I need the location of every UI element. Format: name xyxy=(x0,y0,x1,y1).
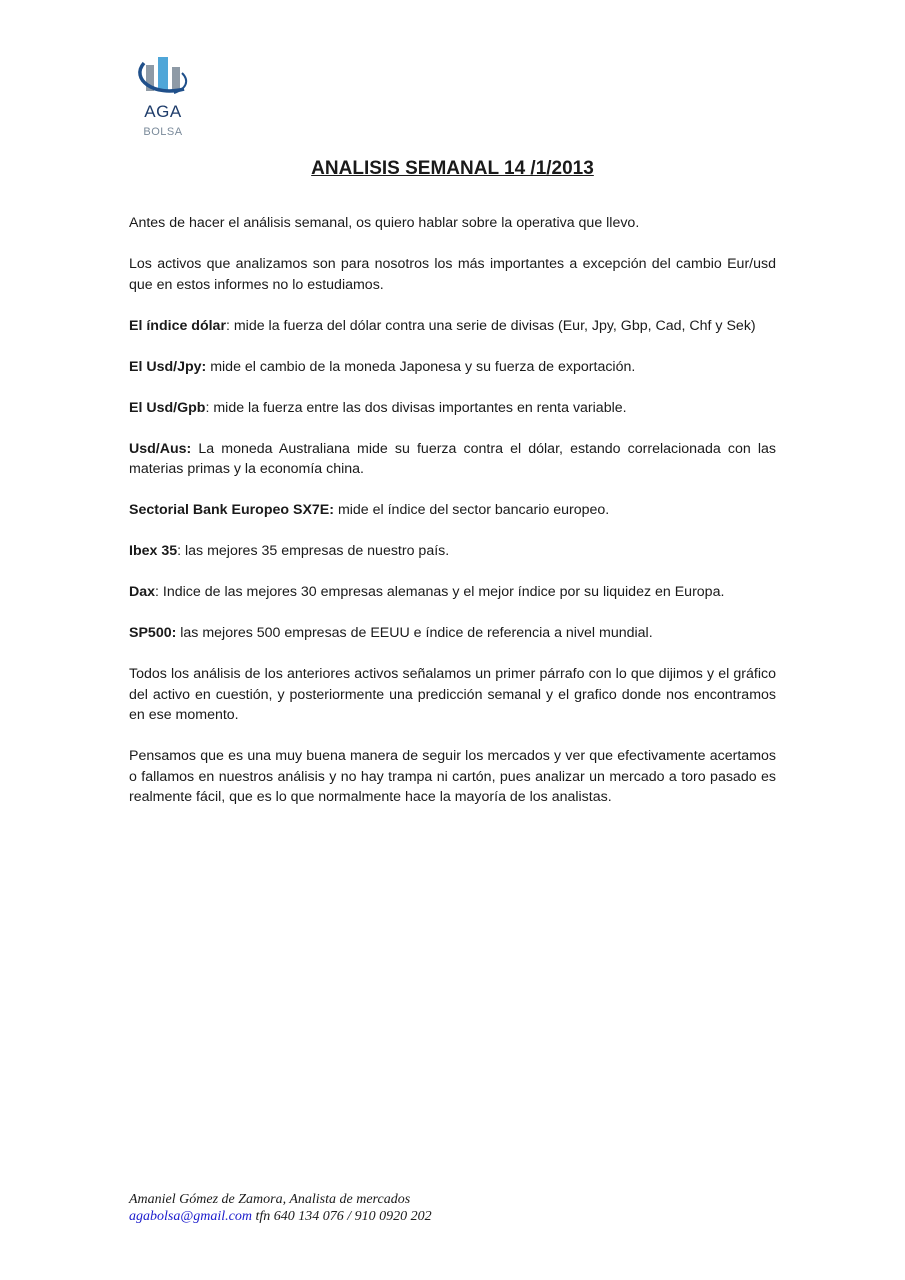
paragraph-text: mide el cambio de la moneda Japonesa y su fuerza de exportación. xyxy=(206,358,636,375)
paragraph xyxy=(129,439,776,480)
paragraph-text: mide el índice del sector bancario europeo. xyxy=(334,502,610,518)
paragraph-text: La moneda Australiana mide su fuerza contra el dólar, estando correlacionada con las materias primas y la economía china. xyxy=(129,440,776,477)
paragraph-label: Ibex 35 xyxy=(129,543,178,559)
paragraph-label: Sectorial Bank Europeo SX7E: xyxy=(129,502,334,518)
paragraph-label: El Usd/Gpb xyxy=(129,399,206,416)
paragraph xyxy=(129,664,776,726)
paragraph xyxy=(129,357,776,378)
paragraph-text: Todos los análisis de los anteriores activos señalamos un primer párrafo con lo que dijimos y el gráfico del activo en cuestión, y posteriormente una predicción semanal y el grafico donde nos encontramos en ese momento. xyxy=(129,666,776,723)
paragraph-text: las mejores 500 empresas de EEUU e índice de referencia a nivel mundial. xyxy=(176,625,653,641)
paragraph-text: Los activos que analizamos son para nosotros los más importantes a excepción del cambio Eur/usd que en estos informes no lo estudiamos. xyxy=(129,256,776,293)
paragraph xyxy=(129,316,776,337)
footer-email-link[interactable]: agabolsa@gmail.com xyxy=(129,1209,252,1224)
logo-subtitle: BOLSA xyxy=(143,126,183,138)
page-title: ANALISIS SEMANAL 14 /1/2013 xyxy=(311,158,594,179)
paragraph-text: : las mejores 35 empresas de nuestro país. xyxy=(177,543,450,559)
paragraph-label: Usd/Aus: xyxy=(129,440,192,457)
paragraph xyxy=(129,746,776,808)
paragraph xyxy=(129,398,776,419)
paragraph-text: : mide la fuerza entre las dos divisas importantes en renta variable. xyxy=(205,399,627,416)
paragraph-label: El Usd/Jpy: xyxy=(129,358,207,375)
paragraph-text: Antes de hacer el análisis semanal, os quiero hablar sobre la operativa que llevo. xyxy=(129,215,640,231)
paragraph-label: Dax xyxy=(129,584,156,600)
logo-bars-icon xyxy=(134,55,194,105)
paragraph-text: : mide la fuerza del dólar contra una serie de divisas (Eur, Jpy, Gbp, Cad, Chf y Sek) xyxy=(225,317,756,334)
paragraph-text: : Indice de las mejores 30 empresas alemanas y el mejor índice por su liquidez en Europa. xyxy=(155,584,725,600)
paragraph xyxy=(129,254,776,295)
paragraph xyxy=(129,623,776,644)
paragraph-label: El índice dólar xyxy=(129,317,226,334)
paragraph xyxy=(129,500,776,521)
logo-name: AGA xyxy=(144,102,182,121)
paragraph xyxy=(129,213,776,234)
paragraph-label: SP500: xyxy=(129,625,177,641)
footer-phone: tfn 640 134 076 / 910 0920 202 xyxy=(251,1209,432,1224)
paragraph xyxy=(129,582,776,603)
document-body xyxy=(129,213,776,828)
footer xyxy=(129,1191,432,1225)
paragraph xyxy=(129,541,776,562)
footer-author: Amaniel Gómez de Zamora, Analista de mercados xyxy=(129,1192,411,1207)
paragraph-text: Pensamos que es una muy buena manera de seguir los mercados y ver que efectivamente acertamos o fallamos en nuestros análisis y no hay trampa ni cartón, pues analizar un mercado a toro pasado es realmente fácil, que es lo que normalmente hace la mayoría de los analistas. xyxy=(129,748,776,805)
